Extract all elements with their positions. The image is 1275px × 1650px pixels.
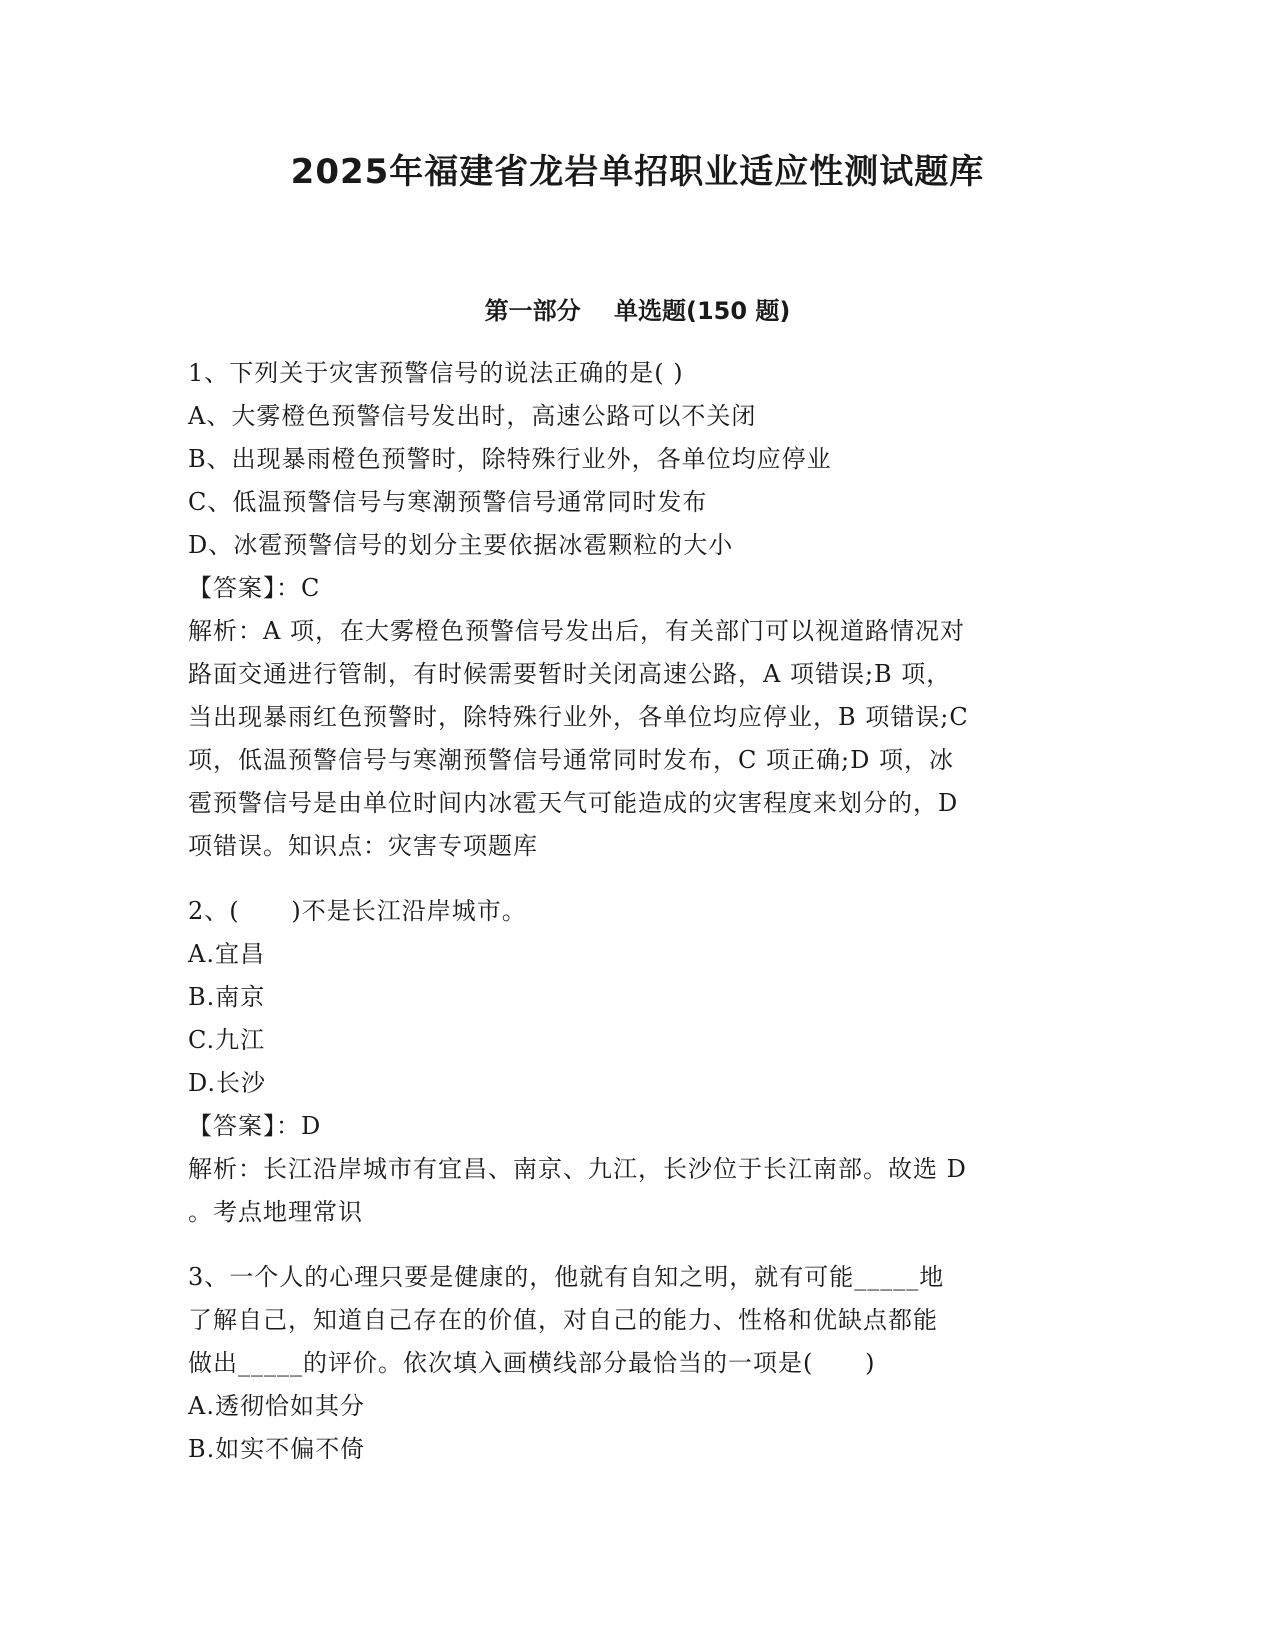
question-stem: 3、一个人的心理只要是健康的，他就有自知之明，就有可能_____地 xyxy=(188,1263,945,1291)
option-d: D、冰雹预警信号的划分主要依据冰雹颗粒的大小 xyxy=(188,531,734,559)
section-title: 第一部分 单选题(150 题) xyxy=(484,297,791,325)
option-b: B、出现暴雨橙色预警时，除特殊行业外，各单位均应停业 xyxy=(188,445,832,473)
question-1 xyxy=(188,352,1088,868)
analysis-line: 雹预警信号是由单位时间内冰雹天气可能造成的灾害程度来划分的，D xyxy=(188,789,959,817)
question-stem: 了解自己，知道自己存在的价值，对自己的能力、性格和优缺点都能 xyxy=(188,1306,938,1334)
analysis-line: 当出现暴雨红色预警时，除特殊行业外，各单位均应停业，B 项错误;C xyxy=(188,703,969,731)
question-stem: 2、( )不是长江沿岸城市。 xyxy=(188,897,527,925)
option-a: A.宜昌 xyxy=(188,940,265,968)
analysis-line: 。考点地理常识 xyxy=(188,1198,363,1226)
analysis-line: 项，低温预警信号与寒潮预警信号通常同时发布，C 项正确;D 项，冰 xyxy=(188,746,954,774)
option-c: C.九江 xyxy=(188,1026,266,1054)
option-b: B.如实不偏不倚 xyxy=(188,1435,366,1463)
question-list xyxy=(188,352,1088,1471)
option-c: C、低温预警信号与寒潮预警信号通常同时发布 xyxy=(188,488,708,516)
question-stem: 做出_____的评价。依次填入画横线部分最恰当的一项是( ) xyxy=(188,1349,876,1377)
question-2 xyxy=(188,890,1088,1234)
option-a: A.透彻恰如其分 xyxy=(188,1392,365,1420)
answer-label: 【答案】：C xyxy=(188,574,321,602)
question-3 xyxy=(188,1256,1088,1471)
analysis-line: 解析：长江沿岸城市有宜昌、南京、九江，长沙位于长江南部。故选 D xyxy=(188,1155,967,1183)
answer-label: 【答案】：D xyxy=(188,1112,322,1140)
analysis-line: 解析：A 项，在大雾橙色预警信号发出后，有关部门可以视道路情况对 xyxy=(188,617,965,645)
analysis-line: 项错误。知识点：灾害专项题库 xyxy=(188,832,538,860)
option-d: D.长沙 xyxy=(188,1069,267,1097)
option-a: A、大雾橙色预警信号发出时，高速公路可以不关闭 xyxy=(188,402,757,430)
document-title: 2025年福建省龙岩单招职业适应性测试题库 xyxy=(290,152,985,192)
analysis-line: 路面交通进行管制，有时候需要暂时关闭高速公路，A 项错误;B 项， xyxy=(188,660,952,688)
option-b: B.南京 xyxy=(188,983,266,1011)
question-stem: 1、下列关于灾害预警信号的说法正确的是( ) xyxy=(188,359,684,387)
